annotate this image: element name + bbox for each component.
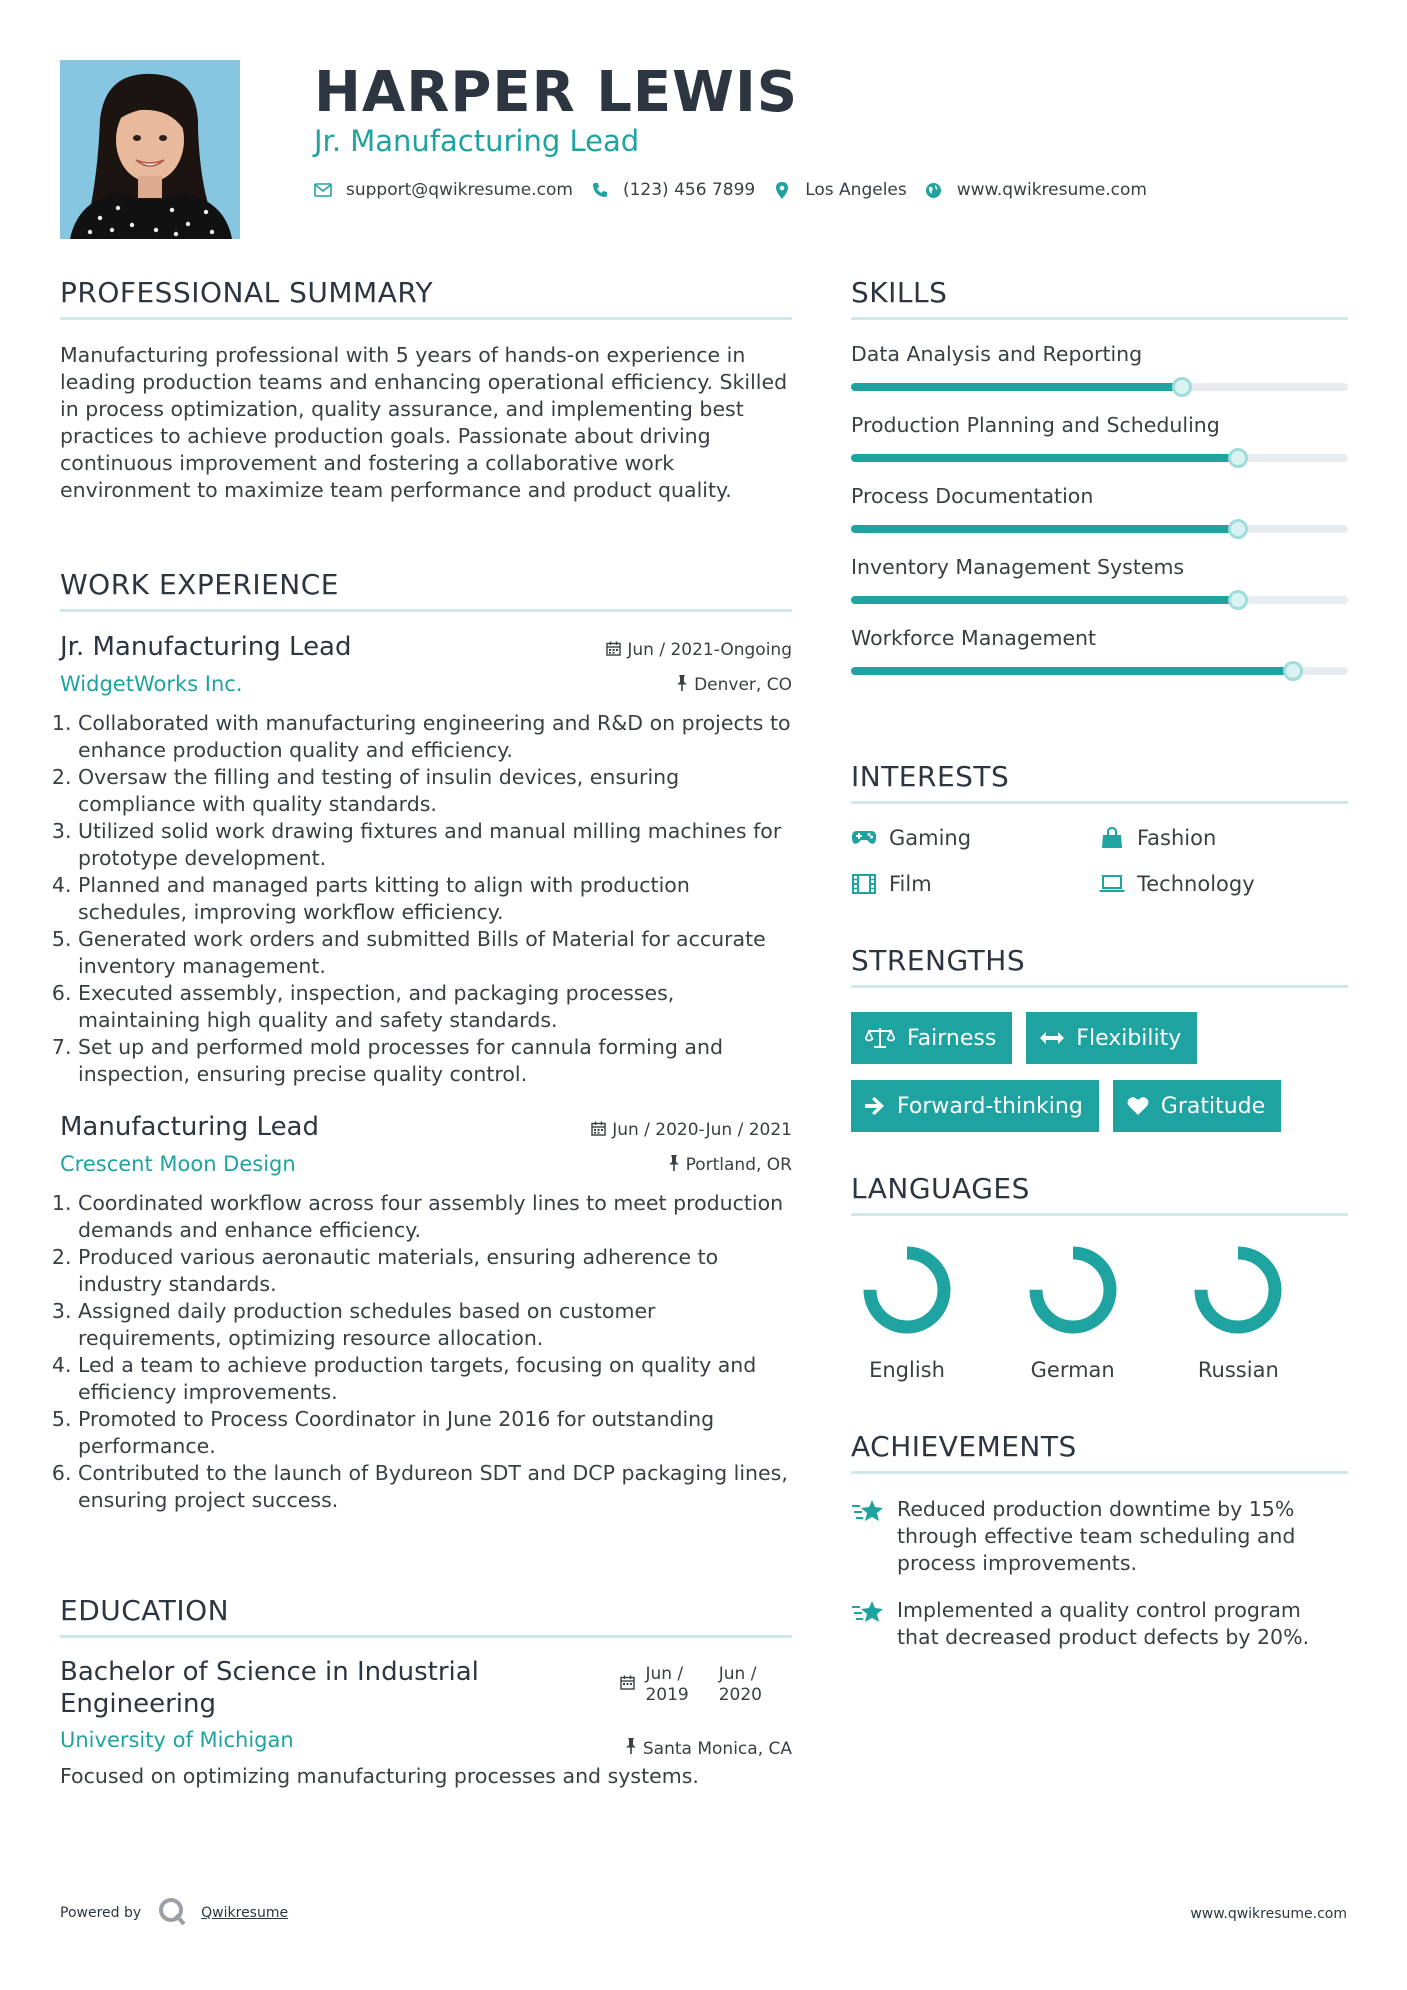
- skill-bar-knob: [1228, 519, 1248, 539]
- language-label: English: [869, 1358, 945, 1382]
- envelope-icon: [314, 183, 332, 197]
- list-item: 7. Set up and performed mold processes for cannula forming and inspection, ensuring precise quality control.: [78, 1034, 792, 1088]
- education-description: Focused on optimizing manufacturing processes and systems.: [60, 1764, 699, 1788]
- skill-label: Process Documentation: [851, 484, 1094, 508]
- skill-bar: [851, 596, 1348, 604]
- globe-icon: [925, 182, 943, 199]
- interests-section: [851, 760, 1348, 896]
- achievement-text: Implemented a quality control program that decreased product defects by 20%.: [897, 1598, 1310, 1649]
- skill-bar: [851, 454, 1348, 462]
- profile-photo: [60, 60, 240, 239]
- achievement-item: [851, 1597, 1348, 1651]
- job-location-text: Portland, OR: [685, 1155, 792, 1175]
- balance-scale-icon: [865, 1027, 895, 1049]
- footer-powered-by: [60, 1896, 288, 1930]
- contact-location: [773, 180, 907, 200]
- film-icon: [851, 874, 877, 894]
- location-text: Los Angeles: [805, 180, 907, 200]
- skill-item: [851, 555, 1348, 604]
- skill-bar-knob: [1228, 448, 1248, 468]
- strength-badge: [1113, 1080, 1281, 1132]
- skills-section: [851, 276, 1348, 675]
- footer-website-link[interactable]: www.qwikresume.com: [1190, 1906, 1347, 1922]
- calendar-icon: [620, 1664, 635, 1696]
- shooting-star-icon: [851, 1496, 897, 1577]
- contact-phone[interactable]: [591, 180, 755, 200]
- shopping-bag-icon: [1099, 827, 1125, 849]
- experience-heading: WORK EXPERIENCE: [60, 568, 792, 612]
- education-location-text: Santa Monica, CA: [642, 1738, 792, 1759]
- strength-badge: [1026, 1012, 1197, 1064]
- list-item: 2. Oversaw the filling and testing of insulin devices, ensuring compliance with quality standards.: [78, 764, 792, 818]
- skill-bar-fill: [851, 383, 1182, 391]
- interest-label: Film: [889, 872, 932, 896]
- skill-item: [851, 626, 1348, 675]
- list-item: 5. Generated work orders and submitted Bills of Material for accurate inventory management.: [78, 926, 792, 980]
- skill-label: Data Analysis and Reporting: [851, 342, 1143, 366]
- candidate-title: Jr. Manufacturing Lead: [314, 124, 640, 158]
- job-role: Jr. Manufacturing Lead: [60, 632, 352, 662]
- skills-heading: SKILLS: [851, 276, 1348, 320]
- phone-icon: [591, 182, 609, 198]
- interest-label: Technology: [1137, 872, 1255, 896]
- interests-grid: [851, 826, 1348, 896]
- job-location-text: Denver, CO: [694, 675, 792, 695]
- summary-heading: PROFESSIONAL SUMMARY: [60, 276, 792, 320]
- map-pin-icon: [773, 182, 791, 199]
- education-location: [625, 1738, 792, 1759]
- strengths-heading: STRENGTHS: [851, 944, 1348, 988]
- heart-icon: [1127, 1096, 1149, 1116]
- education-dates: [620, 1664, 762, 1706]
- skill-bar: [851, 383, 1348, 391]
- list-item: 1. Coordinated workflow across four assembly lines to meet production demands and enhance efficiency.: [78, 1190, 792, 1244]
- list-item: 3. Assigned daily production schedules based on customer requirements, optimizing resource allocation.: [78, 1298, 792, 1352]
- shooting-star-icon: [851, 1597, 897, 1651]
- summary-text: Manufacturing professional with 5 years of hands-on experience in leading production teams and enhancing operational efficiency. Skilled in process optimization, quality assurance, and implementing best practices to achieve production goals. Passionate about driving continuous improvement and fostering a collaborative work environment to maximize team performance and product quality.: [60, 343, 788, 502]
- contact-bar: [314, 180, 1165, 200]
- skill-item: [851, 484, 1348, 533]
- education-start: [645, 1664, 688, 1706]
- language-ring: [857, 1240, 957, 1340]
- list-item: 6. Executed assembly, inspection, and packaging processes, maintaining high quality and safety standards.: [78, 980, 792, 1034]
- achievements-section: [851, 1430, 1348, 1651]
- interest-item: [1099, 826, 1347, 850]
- education-section: [60, 1594, 792, 1788]
- website-text: www.qwikresume.com: [956, 180, 1147, 200]
- job-entry-2: [60, 1112, 792, 1514]
- list-item: 6. Contributed to the launch of Bydureon SDT and DCP packaging lines, ensuring project success.: [78, 1460, 792, 1514]
- skill-bar-fill: [851, 525, 1238, 533]
- skill-bar-fill: [851, 596, 1238, 604]
- languages-heading: LANGUAGES: [851, 1172, 1348, 1216]
- job-date: [606, 640, 792, 660]
- email-text: support@qwikresume.com: [346, 180, 573, 200]
- job-company: Crescent Moon Design: [60, 1152, 296, 1176]
- language-item: [1017, 1240, 1183, 1382]
- list-item: 4. Planned and managed parts kitting to align with production schedules, improving workflow efficiency.: [78, 872, 792, 926]
- language-item: [851, 1240, 1017, 1382]
- language-ring: [1023, 1240, 1123, 1340]
- pushpin-icon: [625, 1738, 637, 1759]
- language-ring: [1188, 1240, 1288, 1340]
- education-entry: [60, 1656, 792, 1788]
- interest-item: [1099, 872, 1347, 896]
- job-date-text: Jun / 2020-Jun / 2021: [612, 1120, 792, 1140]
- arrow-right-icon: [865, 1097, 885, 1115]
- achievements-heading: ACHIEVEMENTS: [851, 1430, 1348, 1474]
- qwikresume-logo-icon: [157, 1896, 187, 1930]
- list-item: 5. Promoted to Process Coordinator in June 2016 for outstanding performance.: [78, 1406, 792, 1460]
- interest-label: Fashion: [1137, 826, 1217, 850]
- job-bullets: [60, 1190, 792, 1514]
- skill-label: Workforce Management: [851, 626, 1097, 650]
- job-company: WidgetWorks Inc.: [60, 672, 243, 696]
- strength-label: Forward-thinking: [897, 1093, 1083, 1119]
- skill-bar-knob: [1283, 661, 1303, 681]
- job-location: [676, 675, 792, 695]
- languages-list: [851, 1240, 1348, 1382]
- end-month: Jun /: [718, 1664, 757, 1684]
- contact-email[interactable]: [314, 180, 573, 200]
- interests-heading: INTERESTS: [851, 760, 1348, 804]
- job-bullets: [60, 710, 792, 1088]
- list-item: 4. Led a team to achieve production targets, focusing on quality and efficiency improvements.: [78, 1352, 792, 1406]
- strength-label: Flexibility: [1076, 1025, 1182, 1051]
- qwikresume-link[interactable]: Qwikresume: [201, 1905, 289, 1921]
- list-item: 1. Collaborated with manufacturing engineering and R&D on projects to enhance production quality and efficiency.: [78, 710, 792, 764]
- skill-bar: [851, 525, 1348, 533]
- language-label: Russian: [1197, 1358, 1279, 1382]
- arrows-horizontal-icon: [1040, 1032, 1064, 1044]
- skill-bar-fill: [851, 667, 1293, 675]
- education-end: [719, 1664, 762, 1706]
- calendar-icon: [591, 1121, 606, 1140]
- list-item: 3. Utilized solid work drawing fixtures and manual milling machines for prototype development.: [78, 818, 792, 872]
- strength-badge: [851, 1080, 1099, 1132]
- candidate-name: HARPER LEWIS: [314, 60, 799, 125]
- experience-section: [60, 568, 792, 1514]
- interest-item: [851, 826, 1099, 850]
- university-name: University of Michigan: [60, 1728, 294, 1752]
- skill-item: [851, 342, 1348, 391]
- skill-label: Inventory Management Systems: [851, 555, 1185, 579]
- start-year: 2019: [645, 1685, 689, 1705]
- skill-bar: [851, 667, 1348, 675]
- strengths-list: [851, 1012, 1348, 1148]
- skills-list: [851, 342, 1348, 675]
- degree-title: Bachelor of Science in Industrial Engineering: [60, 1657, 479, 1719]
- strength-label: Gratitude: [1160, 1093, 1266, 1119]
- achievement-item: [851, 1496, 1348, 1577]
- contact-website[interactable]: [925, 180, 1147, 200]
- skill-item: [851, 413, 1348, 462]
- list-item: 2. Produced various aeronautic materials, ensuring adherence to industry standards.: [78, 1244, 792, 1298]
- job-date-text: Jun / 2021-Ongoing: [627, 640, 792, 660]
- job-date: [591, 1120, 792, 1140]
- end-year: 2020: [718, 1685, 762, 1705]
- job-location: [668, 1155, 792, 1175]
- interest-item: [851, 872, 1099, 896]
- skill-bar-knob: [1172, 377, 1192, 397]
- strengths-section: [851, 944, 1348, 1148]
- strength-label: Fairness: [907, 1025, 997, 1051]
- pushpin-icon: [668, 1155, 680, 1175]
- skill-bar-fill: [851, 454, 1238, 462]
- skill-bar-knob: [1228, 590, 1248, 610]
- language-item: [1182, 1240, 1348, 1382]
- achievement-text: Reduced production downtime by 15% through effective team scheduling and process improvements.: [897, 1497, 1296, 1575]
- languages-section: [851, 1172, 1348, 1382]
- education-heading: EDUCATION: [60, 1594, 792, 1638]
- interest-label: Gaming: [889, 826, 972, 850]
- summary-section: [60, 276, 792, 504]
- gamepad-icon: [851, 830, 877, 846]
- powered-by-label: Powered by: [60, 1905, 142, 1921]
- laptop-icon: [1099, 875, 1125, 893]
- phone-text: (123) 456 7899: [622, 180, 756, 200]
- pushpin-icon: [676, 675, 688, 695]
- start-month: Jun /: [645, 1664, 684, 1684]
- job-role: Manufacturing Lead: [60, 1112, 319, 1142]
- job-entry-1: [60, 632, 792, 1088]
- strength-badge: [851, 1012, 1012, 1064]
- language-label: German: [1030, 1358, 1115, 1382]
- calendar-icon: [606, 641, 621, 660]
- skill-label: Production Planning and Scheduling: [851, 413, 1220, 437]
